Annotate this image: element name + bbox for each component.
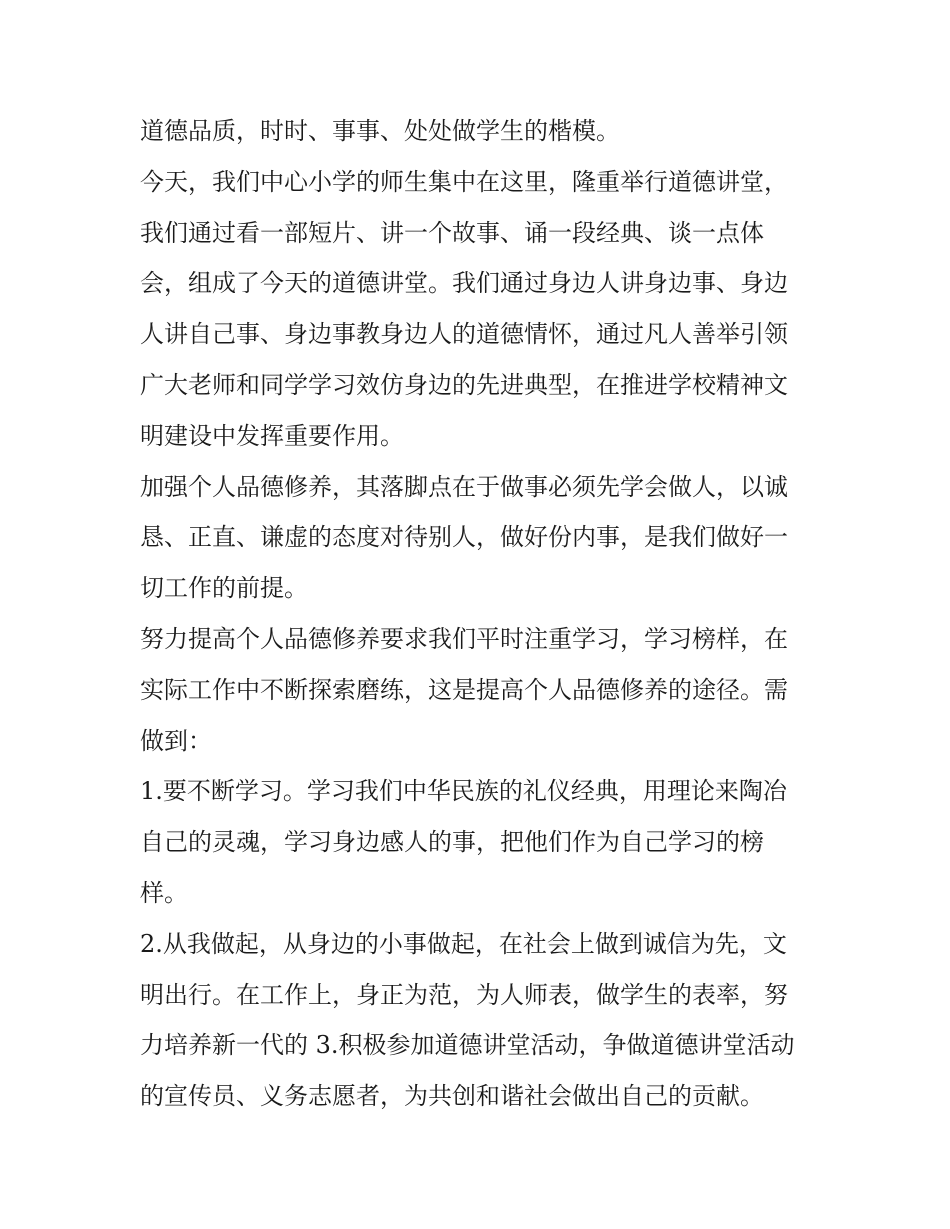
text-line-5: 人讲自己事、身边事教身边人的道德情怀，通过凡人善举引领 [140, 320, 788, 349]
text-line-14: 1.要不断学习。学习我们中华民族的礼仪经典，用理论来陶冶 [140, 777, 787, 806]
text-line-2: 今天，我们中心小学的师生集中在这里，隆重举行道德讲堂， [140, 167, 788, 196]
text-line-9: 恳、正直、谦虚的态度对待别人，做好份内事，是我们做好一 [140, 523, 788, 552]
text-line-3: 我们通过看一部短片、讲一个故事、诵一段经典、谈一点体 [140, 218, 764, 247]
text-line-4: 会，组成了今天的道德讲堂。我们通过身边人讲身边事、身边 [140, 269, 788, 298]
text-line-19: 力培养新一代的 3.积极参加道德讲堂活动，争做道德讲堂活动 [140, 1031, 795, 1060]
text-line-6: 广大老师和同学学习效仿身边的先进典型，在推进学校精神文 [140, 370, 788, 399]
text-line-10: 切工作的前提。 [140, 574, 308, 603]
text-line-12: 实际工作中不断探索磨练，这是提高个人品德修养的途径。需 [140, 675, 788, 704]
document-body [140, 106, 820, 1122]
text-line-1: 道德品质，时时、事事、处处做学生的楷模。 [140, 117, 620, 145]
text-line-16: 样。 [140, 878, 188, 907]
text-line-15: 自己的灵魂，学习身边感人的事，把他们作为自己学习的榜 [140, 828, 764, 857]
text-line-17: 2.从我做起，从身边的小事做起，在社会上做到诚信为先，文 [140, 929, 787, 958]
text-line-7: 明建设中发挥重要作用。 [140, 421, 404, 450]
text-line-13: 做到： [140, 726, 212, 755]
text-line-11: 努力提高个人品德修养要求我们平时注重学习，学习榜样，在 [140, 624, 788, 653]
text-line-8: 加强个人品德修养，其落脚点在于做事必须先学会做人，以诚 [140, 472, 788, 501]
text-line-18: 明出行。在工作上，身正为范，为人师表，做学生的表率，努 [140, 980, 788, 1009]
text-line-20: 的宣传员、义务志愿者，为共创和谐社会做出自己的贡献。 [140, 1082, 764, 1111]
